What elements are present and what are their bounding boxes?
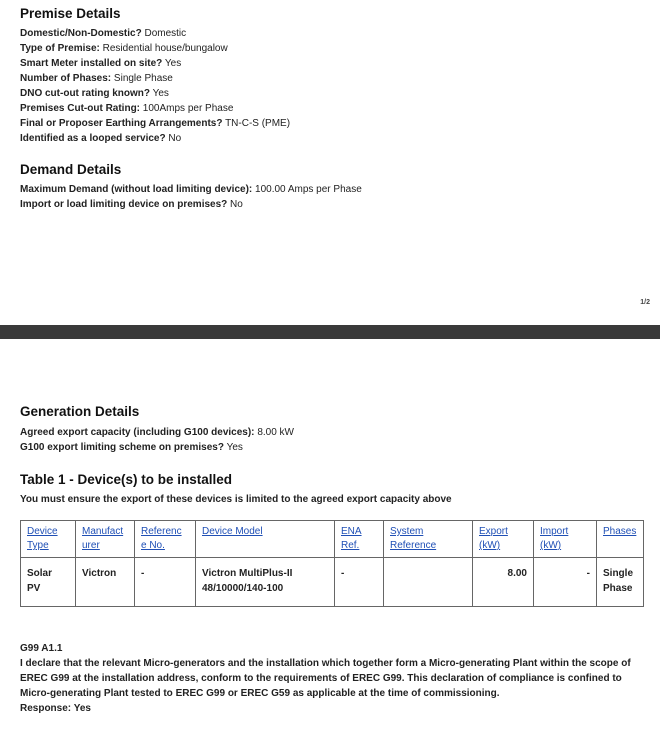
declaration-text: I declare that the relevant Micro-generators and the installation which together form a Micro-generating Plant within the scope of EREC G99 at the installation address, conform to the requirements of EREC G99. This declaration of compliance is confined to Micro-generating Plant tested to EREC G99 or EREC G59 as applicable at the time of commissioning.: [20, 658, 631, 699]
premise-field: Type of Premise: Residential house/bungalow: [20, 43, 228, 54]
cell-reference-no: -: [135, 558, 196, 607]
col-system-reference[interactable]: System Reference: [384, 521, 473, 558]
declaration-code: G99 A1.1: [20, 643, 63, 654]
demand-field: Maximum Demand (without load limiting device): 100.00 Amps per Phase: [20, 184, 362, 195]
cell-device-type: Solar PV: [21, 558, 76, 607]
generation-field: G100 export limiting scheme on premises? Yes: [20, 442, 243, 453]
premise-field: Premises Cut-out Rating: 100Amps per Phase: [20, 103, 234, 114]
table1-heading: Table 1 - Device(s) to be installed: [20, 472, 233, 487]
premise-field: Identified as a looped service? No: [20, 133, 182, 144]
col-device-model[interactable]: Device Model: [196, 521, 335, 558]
generation-field: Agreed export capacity (including G100 devices): 8.00 kW: [20, 427, 294, 438]
generation-details-list: [20, 425, 294, 455]
page-separator: [0, 325, 660, 339]
table-row: [21, 558, 644, 607]
premise-details-heading: Premise Details: [20, 6, 121, 21]
demand-details-heading: Demand Details: [20, 162, 122, 177]
col-device-type[interactable]: Device Type: [21, 521, 76, 558]
cell-phases: Single Phase: [597, 558, 644, 607]
cell-import-kw: -: [534, 558, 597, 607]
table-header-row: [21, 521, 644, 558]
demand-details-list: [20, 182, 362, 212]
col-reference-no[interactable]: Referenc e No.: [135, 521, 196, 558]
cell-ena-ref: -: [335, 558, 384, 607]
premise-details-list: [20, 26, 290, 146]
premise-field: Number of Phases: Single Phase: [20, 73, 173, 84]
declaration-response: Response: Yes: [20, 703, 91, 714]
premise-field: DNO cut-out rating known? Yes: [20, 88, 169, 99]
premise-field: Final or Proposer Earthing Arrangements? TN-C-S (PME): [20, 118, 291, 129]
demand-field: Import or load limiting device on premises? No: [20, 199, 243, 210]
declaration-block: [20, 641, 640, 716]
col-import-kw[interactable]: Import (kW): [534, 521, 597, 558]
premise-field: Smart Meter installed on site? Yes: [20, 58, 182, 69]
col-phases[interactable]: Phases: [597, 521, 644, 558]
cell-device-model: Victron MultiPlus-II 48/10000/140-100: [196, 558, 335, 607]
devices-table: [20, 520, 644, 607]
cell-export-kw: 8.00: [473, 558, 534, 607]
cell-manufacturer: Victron: [76, 558, 135, 607]
col-export-kw[interactable]: Export (kW): [473, 521, 534, 558]
col-manufacturer[interactable]: Manufact urer: [76, 521, 135, 558]
table1-note: You must ensure the export of these devices is limited to the agreed export capacity above: [20, 494, 452, 505]
page-number: 1/2: [640, 299, 650, 306]
cell-system-reference: [384, 558, 473, 607]
premise-field: Domestic/Non-Domestic? Domestic: [20, 28, 187, 39]
col-ena-ref[interactable]: ENA Ref.: [335, 521, 384, 558]
generation-details-heading: Generation Details: [20, 404, 140, 419]
